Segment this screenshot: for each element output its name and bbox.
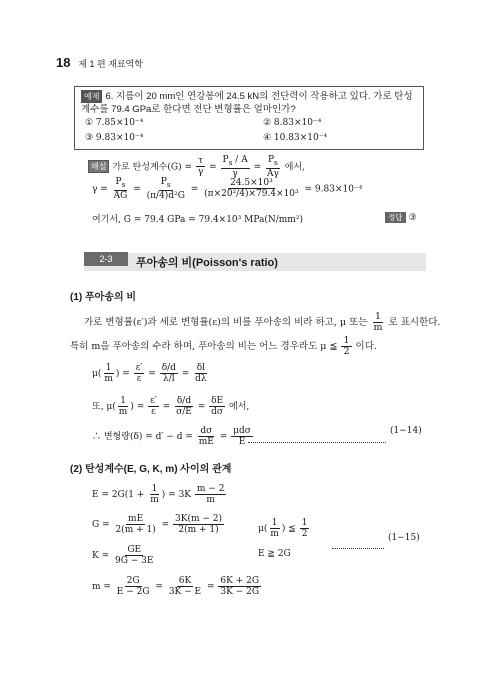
elastic-eq-G: G = $\frac{mE}{2(m + 1)}$ = $\frac{3K(m - 2)}{2(m + 1)}$ <box>92 514 222 535</box>
answer-tag: 정답 <box>385 212 406 223</box>
eq-also-end: 에서, <box>229 402 250 412</box>
solution-line1-suffix: 에서, <box>284 162 305 173</box>
section-tag: 2-3 <box>84 252 128 266</box>
option-4: ④ 10.83×10⁻⁴ <box>263 133 328 143</box>
gamma-eq-label: γ = <box>92 184 108 195</box>
elastic-eq-K: K = $\frac{GE}{9G - 3E}$ <box>92 545 154 566</box>
poisson-equation-2: 또, μ( $\frac{1}{m}$ ) = $\frac{\varepsilon'}{\varepsilon}$ = $\frac{\delta/d}{\sigma/E}$ = $\frac{\delta E}{d\sigma}$ 에서, <box>92 396 250 417</box>
sub1-para1-end: 로 표시한다. <box>388 317 441 328</box>
E-inequality: E ≧ 2G <box>258 549 291 559</box>
elastic-eq-m: m = $\frac{2G}{E - 2G}$ = $\frac{6K}{3K - E}$ = $\frac{6K + 2G}{3K - 2G}$ <box>92 576 260 597</box>
eq-therefore-label: ∴ 변형량(δ) = d′ − d = <box>92 432 193 442</box>
sub1-para2: 특히 m을 푸아송의 수라 하며, 푸아송의 비는 어느 경우라도 μ ≦ $\frac{1}{2}$ 이다. <box>70 335 377 357</box>
option-1: ① 7.85×10⁻⁴ <box>85 118 144 128</box>
example-question-text: 6. 지름이 20 mm인 연강봉에 24.5 kN의 전단력이 작용하고 있다. 가로 탄성계수를 79.4 GPa로 한다면 전단 변형률은 얼마인가? <box>81 91 413 115</box>
page-header <box>56 55 143 70</box>
poisson-equation-1: μ( $\frac{1}{m}$ ) = $\frac{\varepsilon'}{\varepsilon}$ = $\frac{\delta/d}{\lambda/l}$ = $\frac{\delta l}{d\lambda}$ <box>92 363 207 384</box>
poisson-inequality: μ( $\frac{1}{m}$ ) ≦ $\frac{1}{2}$ <box>258 518 308 539</box>
eq-also-label: 또, <box>92 402 104 412</box>
solution-tag: 해설 <box>88 160 109 173</box>
deformation-equation: ∴ 변형량(δ) = d′ − d = $\frac{d\sigma}{mE}$ = $\frac{\text{μdσ}}{E}$ <box>92 426 251 447</box>
chapter-label: 제 1 편 재료역학 <box>78 59 143 69</box>
elastic-eq-E: E = 2G(1 + $\frac{1}{m}$ ) = 3K $\frac{m - 2}{m}$ <box>92 484 225 505</box>
dotted-leader-1 <box>248 432 386 451</box>
example-question <box>81 90 419 116</box>
dotted-leader-2 <box>332 538 384 557</box>
equation-number-1-15: (1−15) <box>388 533 420 543</box>
sub2-heading: (2) 탄성계수(E, G, K, m) 사이의 관계 <box>70 464 232 475</box>
sub1-para1: 가로 변형률(ε′)과 세로 변형률(ε)의 비를 푸아송의 비라 하고, μ 또는 $\frac{1}{m}$ 로 표시한다. <box>84 311 441 333</box>
sub1-para2-end: 이다. <box>355 341 377 352</box>
option-3: ③ 9.83×10⁻⁴ <box>85 133 144 143</box>
sub1-para2-text: 특히 m을 푸아송의 수라 하며, 푸아송의 비는 어느 경우라도 μ ≦ <box>70 341 338 352</box>
answer-value: ③ <box>408 213 417 223</box>
sub1-heading: (1) 푸아송의 비 <box>70 292 137 303</box>
option-2: ② 8.83×10⁻⁴ <box>263 118 322 128</box>
gamma-result: = 9.83×10⁻⁴ <box>304 184 363 195</box>
solution-line1: 해설 가로 탄성계수(G) = $\frac{\tau}{\gamma}$ = $\frac{P_s / A}{\gamma}$ = $\frac{P_s}{A\gamma}$ 에서, <box>88 155 305 179</box>
example-tag: 예제 <box>81 90 102 103</box>
equation-number-1-14: (1−14) <box>390 426 422 436</box>
solution-gamma-equation: γ = $\frac{P_s}{AG}$ = $\frac{P_s}{\text{(π/4)d²G}}$ = $\frac{\text{24.5×10³}}{\text{(π×20²/4)×79.4×10³}}$ = 9.83×10⁻⁴ <box>92 177 363 201</box>
solution-where: 여기서, G = 79.4 GPa = 79.4×10³ MPa(N/mm²) <box>92 215 303 225</box>
solution-line1-prefix: 가로 탄성계수(G) = <box>112 162 192 173</box>
section-title: 푸아송의 비(Poisson's ratio) <box>136 257 278 269</box>
solution-answer <box>385 212 417 223</box>
example-box <box>74 86 424 150</box>
page-number: 18 <box>56 55 71 70</box>
sub1-para1-text: 가로 변형률(ε′)과 세로 변형률(ε)의 비를 푸아송의 비라 하고, μ 또는 <box>84 317 368 328</box>
